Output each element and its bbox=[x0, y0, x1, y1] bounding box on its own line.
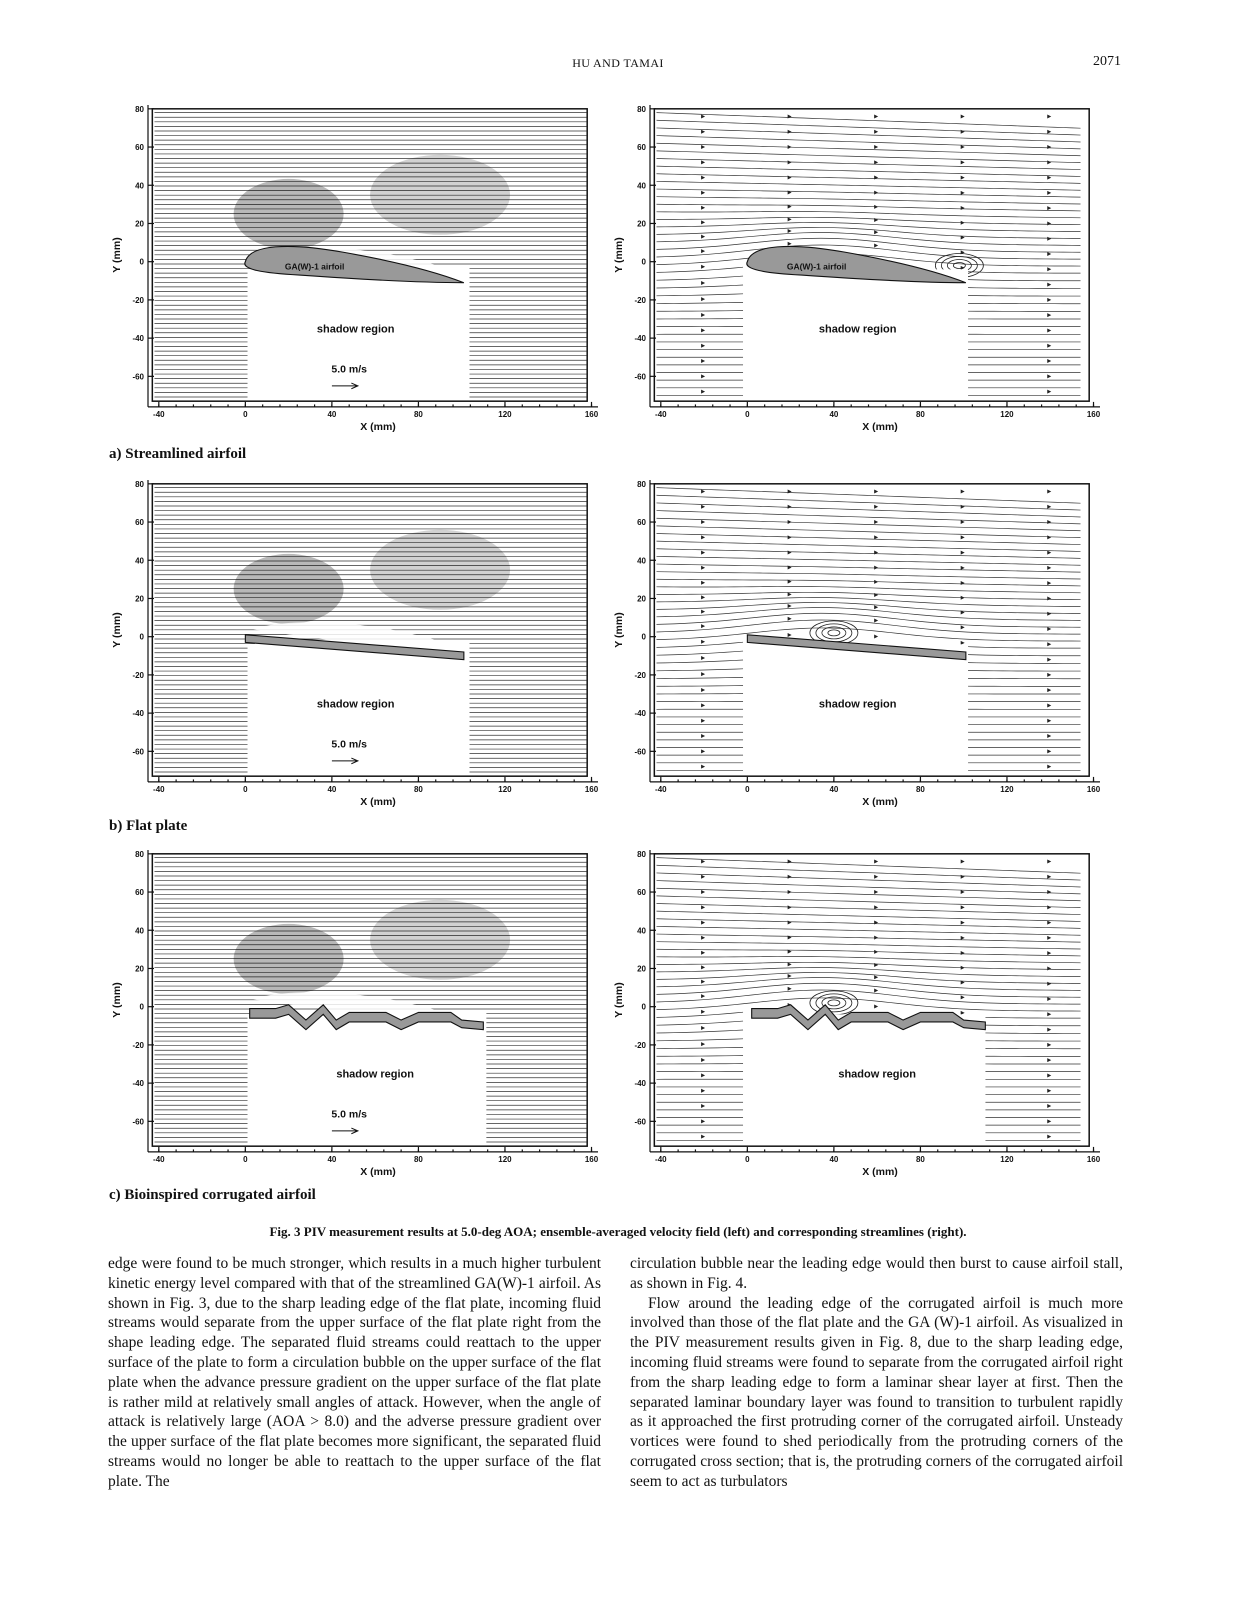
vector-density-shade bbox=[234, 554, 344, 624]
x-tick-label: -40 bbox=[655, 784, 667, 794]
y-tick-label: 20 bbox=[135, 219, 144, 229]
y-axis-label: Y (mm) bbox=[613, 237, 625, 273]
y-tick-label: -40 bbox=[634, 1079, 646, 1089]
y-tick-label: 40 bbox=[135, 556, 144, 566]
y-tick-label: 20 bbox=[637, 964, 646, 974]
x-tick-label: 120 bbox=[498, 409, 512, 419]
y-tick-label: 40 bbox=[637, 556, 646, 566]
y-tick-label: -20 bbox=[132, 1040, 144, 1050]
y-tick-label: -60 bbox=[132, 372, 144, 382]
y-tick-label: 0 bbox=[641, 257, 646, 267]
x-tick-label: 120 bbox=[1000, 409, 1014, 419]
y-tick-label: 80 bbox=[135, 479, 144, 489]
y-tick-label: 60 bbox=[135, 888, 144, 898]
x-axis-label: X (mm) bbox=[360, 795, 396, 808]
x-axis-label: X (mm) bbox=[862, 795, 898, 808]
x-tick-label: 0 bbox=[745, 784, 750, 794]
figure-3 bbox=[100, 95, 1110, 1200]
panel-2-velocity bbox=[111, 850, 599, 1178]
y-tick-label: -20 bbox=[634, 1040, 646, 1050]
x-axis-label: X (mm) bbox=[862, 1165, 898, 1178]
x-tick-label: 40 bbox=[829, 1154, 839, 1164]
y-tick-label: 0 bbox=[139, 257, 144, 267]
shadow-region-label: shadow region bbox=[316, 698, 395, 711]
y-tick-label: 60 bbox=[637, 888, 646, 898]
panel-1-velocity bbox=[111, 480, 599, 808]
x-tick-label: 160 bbox=[1086, 784, 1101, 794]
x-tick-label: 0 bbox=[243, 409, 248, 419]
x-tick-label: 160 bbox=[584, 1154, 599, 1164]
panel-0-velocity bbox=[111, 105, 599, 433]
velocity-scale-label: 5.0 m/s bbox=[331, 738, 368, 751]
shadow-region-label: shadow region bbox=[818, 698, 897, 711]
page-number: 2071 bbox=[1093, 54, 1121, 69]
y-tick-label: 20 bbox=[135, 964, 144, 974]
x-tick-label: 0 bbox=[745, 1154, 750, 1164]
x-tick-label: 80 bbox=[915, 784, 925, 794]
x-tick-label: 40 bbox=[327, 784, 337, 794]
x-tick-label: 80 bbox=[413, 784, 423, 794]
x-tick-label: 80 bbox=[915, 409, 925, 419]
vector-density-shade bbox=[370, 155, 510, 235]
running-title: HU AND TAMAI bbox=[572, 56, 664, 70]
panel-2-streamlines bbox=[613, 850, 1101, 1178]
y-tick-label: 80 bbox=[637, 104, 646, 114]
y-tick-label: 0 bbox=[139, 1002, 144, 1012]
panel-1-streamlines bbox=[613, 480, 1101, 808]
y-tick-label: 20 bbox=[135, 594, 144, 604]
y-axis-label: Y (mm) bbox=[111, 982, 123, 1018]
airfoil-label: GA(W)-1 airfoil bbox=[284, 261, 345, 272]
y-tick-label: -40 bbox=[132, 709, 144, 719]
y-tick-label: 40 bbox=[135, 926, 144, 936]
shadow-region-label: shadow region bbox=[336, 1068, 414, 1081]
x-tick-label: -40 bbox=[655, 1154, 667, 1164]
x-axis-label: X (mm) bbox=[862, 420, 898, 433]
x-tick-label: -40 bbox=[153, 409, 165, 419]
y-tick-label: 60 bbox=[135, 518, 144, 528]
velocity-scale-label: 5.0 m/s bbox=[331, 1108, 368, 1121]
y-tick-label: 40 bbox=[637, 181, 646, 191]
y-tick-label: -60 bbox=[132, 1117, 144, 1127]
vector-density-shade bbox=[370, 530, 510, 610]
y-tick-label: -40 bbox=[634, 709, 646, 719]
right-paragraph-1: circulation bubble near the leading edge would then burst to cause airfoil stall, as shown in Fig. 4. bbox=[630, 1255, 1123, 1292]
x-tick-label: 160 bbox=[1086, 409, 1101, 419]
y-tick-label: -20 bbox=[132, 670, 144, 680]
vector-density-shade bbox=[234, 179, 344, 249]
row-c-caption: c) Bioinspired corrugated airfoil bbox=[109, 1187, 316, 1203]
y-tick-label: -60 bbox=[634, 372, 646, 382]
y-tick-label: 80 bbox=[135, 849, 144, 859]
y-tick-label: -40 bbox=[132, 334, 144, 344]
body-left-column bbox=[108, 1254, 601, 1492]
x-tick-label: 40 bbox=[829, 409, 839, 419]
y-tick-label: 80 bbox=[637, 849, 646, 859]
figure-caption: Fig. 3 PIV measurement results at 5.0-deg AOA; ensemble-averaged velocity field (left) and corresponding streamlines (right). bbox=[269, 1224, 967, 1239]
x-tick-label: 80 bbox=[915, 1154, 925, 1164]
y-tick-label: -40 bbox=[634, 334, 646, 344]
y-tick-label: 40 bbox=[637, 926, 646, 936]
y-axis-label: Y (mm) bbox=[111, 237, 123, 273]
y-axis-label: Y (mm) bbox=[613, 612, 625, 648]
y-axis-label: Y (mm) bbox=[613, 982, 625, 1018]
x-axis-label: X (mm) bbox=[360, 1165, 396, 1178]
y-tick-label: 80 bbox=[135, 104, 144, 114]
shadow-region-label: shadow region bbox=[316, 323, 395, 336]
y-tick-label: -20 bbox=[634, 295, 646, 305]
y-tick-label: 0 bbox=[641, 1002, 646, 1012]
x-tick-label: 40 bbox=[327, 1154, 337, 1164]
y-tick-label: 40 bbox=[135, 181, 144, 191]
x-tick-label: -40 bbox=[153, 784, 165, 794]
vector-density-shade bbox=[234, 924, 344, 994]
x-tick-label: 120 bbox=[1000, 1154, 1014, 1164]
airfoil-label: GA(W)-1 airfoil bbox=[786, 261, 847, 272]
x-tick-label: 40 bbox=[327, 409, 337, 419]
y-tick-label: -60 bbox=[634, 747, 646, 757]
shadow-region-label: shadow region bbox=[818, 323, 897, 336]
y-axis-label: Y (mm) bbox=[111, 612, 123, 648]
shadow-region-label: shadow region bbox=[838, 1068, 916, 1081]
y-tick-label: -40 bbox=[132, 1079, 144, 1089]
y-tick-label: 20 bbox=[637, 219, 646, 229]
x-tick-label: 160 bbox=[584, 409, 599, 419]
y-tick-label: -20 bbox=[132, 295, 144, 305]
x-tick-label: 80 bbox=[413, 409, 423, 419]
y-tick-label: 0 bbox=[139, 632, 144, 642]
velocity-scale-label: 5.0 m/s bbox=[331, 363, 368, 376]
x-tick-label: 160 bbox=[1086, 1154, 1101, 1164]
x-tick-label: 120 bbox=[498, 784, 512, 794]
y-tick-label: 80 bbox=[637, 479, 646, 489]
x-tick-label: 120 bbox=[498, 1154, 512, 1164]
vector-density-shade bbox=[370, 900, 510, 980]
y-tick-label: 20 bbox=[637, 594, 646, 604]
row-a-caption: a) Streamlined airfoil bbox=[109, 446, 247, 462]
x-tick-label: -40 bbox=[655, 409, 667, 419]
running-header bbox=[0, 56, 1236, 76]
panel-0-streamlines bbox=[613, 105, 1101, 433]
x-axis-label: X (mm) bbox=[360, 420, 396, 433]
x-tick-label: 0 bbox=[243, 784, 248, 794]
figure-3-panels bbox=[100, 95, 1110, 1195]
row-b-caption: b) Flat plate bbox=[109, 818, 188, 834]
y-tick-label: 0 bbox=[641, 632, 646, 642]
x-tick-label: 160 bbox=[584, 784, 599, 794]
y-tick-label: 60 bbox=[637, 518, 646, 528]
left-paragraph-1: edge were found to be much stronger, which results in a much higher turbulent kinetic energy level compared with that of the streamlined GA(W)-1 airfoil. As shown in Fig. 3, due to the sharp leading edge of the flat plate, incoming fluid streams would separate from the upper surface of the flat plate right from the shape leading edge. The separated fluid streams could reattach to the upper surface of the plate to form a circulation bubble on the upper surface of the flat plate when the advance pressure gradient on the upper surface of the flat plate is rather mild at relatively small angles of attack. However, when the angle of attack is relatively large (AOA > 8.0) and the adverse pressure gradient over the upper surface of the flat plate becomes more significant, the separated fluid streams would no longer be able to reattach to the upper surface of the flat plate. The bbox=[108, 1255, 601, 1490]
x-tick-label: 0 bbox=[745, 409, 750, 419]
x-tick-label: 80 bbox=[413, 1154, 423, 1164]
x-tick-label: 120 bbox=[1000, 784, 1014, 794]
y-tick-label: -20 bbox=[634, 670, 646, 680]
y-tick-label: -60 bbox=[132, 747, 144, 757]
x-tick-label: 40 bbox=[829, 784, 839, 794]
right-paragraph-2: Flow around the leading edge of the corrugated airfoil is much more involved than those of the flat plate and the GA (W)-1 airfoil. As visualized in the PIV measurement results given in Fig. 8, due to the sharp leading edge, incoming fluid streams were found to separate from the corrugated airfoil right from the sharp leading edge to form a laminar shear layer at first. Then the separated laminar boundary layer was found to transition to turbulent rapidly as it approached the first protruding corner of the corrugated airfoil. Unsteady vortices were found to shed periodically from the protruding corners of the corrugated cross section; that is, the protruding corners of the corrugated airfoil seem to act as turbulators bbox=[630, 1294, 1123, 1490]
x-tick-label: 0 bbox=[243, 1154, 248, 1164]
y-tick-label: 60 bbox=[135, 143, 144, 153]
body-right-column bbox=[630, 1254, 1123, 1492]
y-tick-label: -60 bbox=[634, 1117, 646, 1127]
x-tick-label: -40 bbox=[153, 1154, 165, 1164]
y-tick-label: 60 bbox=[637, 143, 646, 153]
